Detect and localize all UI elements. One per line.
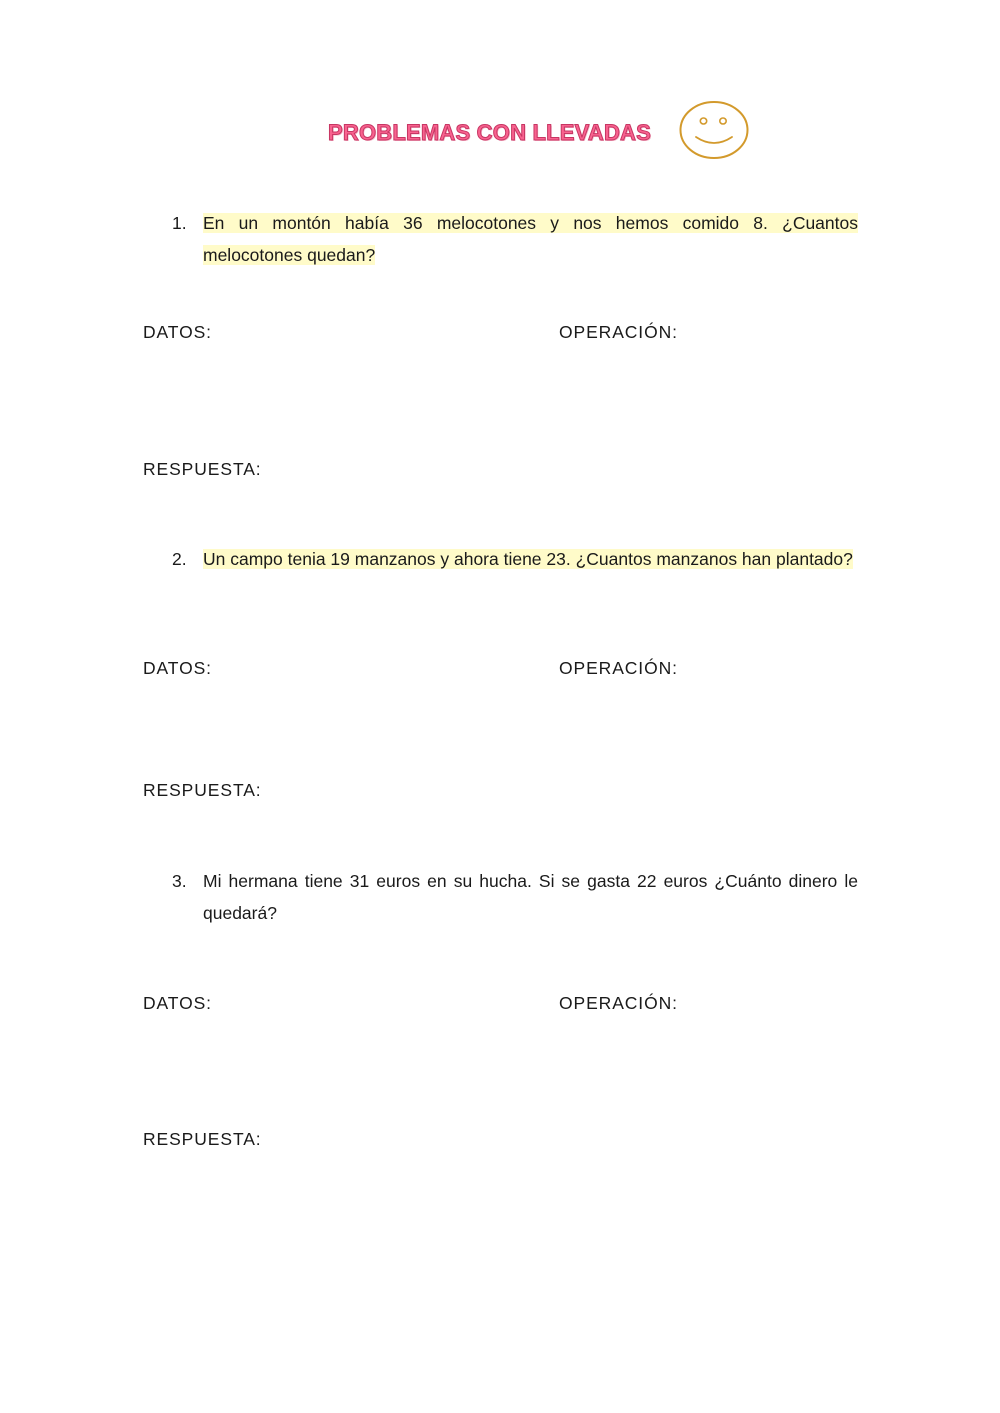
problem-2-operacion-label: OPERACIÓN:	[559, 658, 678, 678]
page-title: PROBLEMAS CON LLEVADAS	[328, 120, 652, 145]
problem-2-number: 2.	[172, 549, 187, 569]
problem-2-respuesta-label: RESPUESTA:	[143, 780, 262, 800]
problem-3-number: 3.	[172, 871, 187, 891]
problem-2-datos-label: DATOS:	[143, 658, 212, 678]
problem-1-respuesta-label: RESPUESTA:	[143, 459, 262, 479]
problem-3-text: Mi hermana tiene 31 euros en su hucha. Si se gasta 22 euros ¿Cuánto dinero le quedará?	[203, 871, 858, 923]
problem-2-text: Un campo tenia 19 manzanos y ahora tiene 23. ¿Cuantos manzanos han plantado?	[203, 549, 853, 569]
problem-1-datos-label: DATOS:	[143, 322, 212, 342]
problem-1	[172, 208, 858, 271]
problem-3-datos-label: DATOS:	[143, 993, 212, 1013]
header	[0, 100, 1000, 162]
problem-3-respuesta-label: RESPUESTA:	[143, 1129, 262, 1149]
problem-1-number: 1.	[172, 213, 187, 233]
problem-1-text: En un montón había 36 melocotones y nos hemos comido 8. ¿Cuantos melocotones quedan?	[203, 213, 858, 265]
problem-2	[172, 544, 858, 576]
problem-1-operacion-label: OPERACIÓN:	[559, 322, 678, 342]
smiley-face-icon	[678, 100, 750, 160]
problem-3-operacion-label: OPERACIÓN:	[559, 993, 678, 1013]
problem-3	[172, 866, 858, 929]
